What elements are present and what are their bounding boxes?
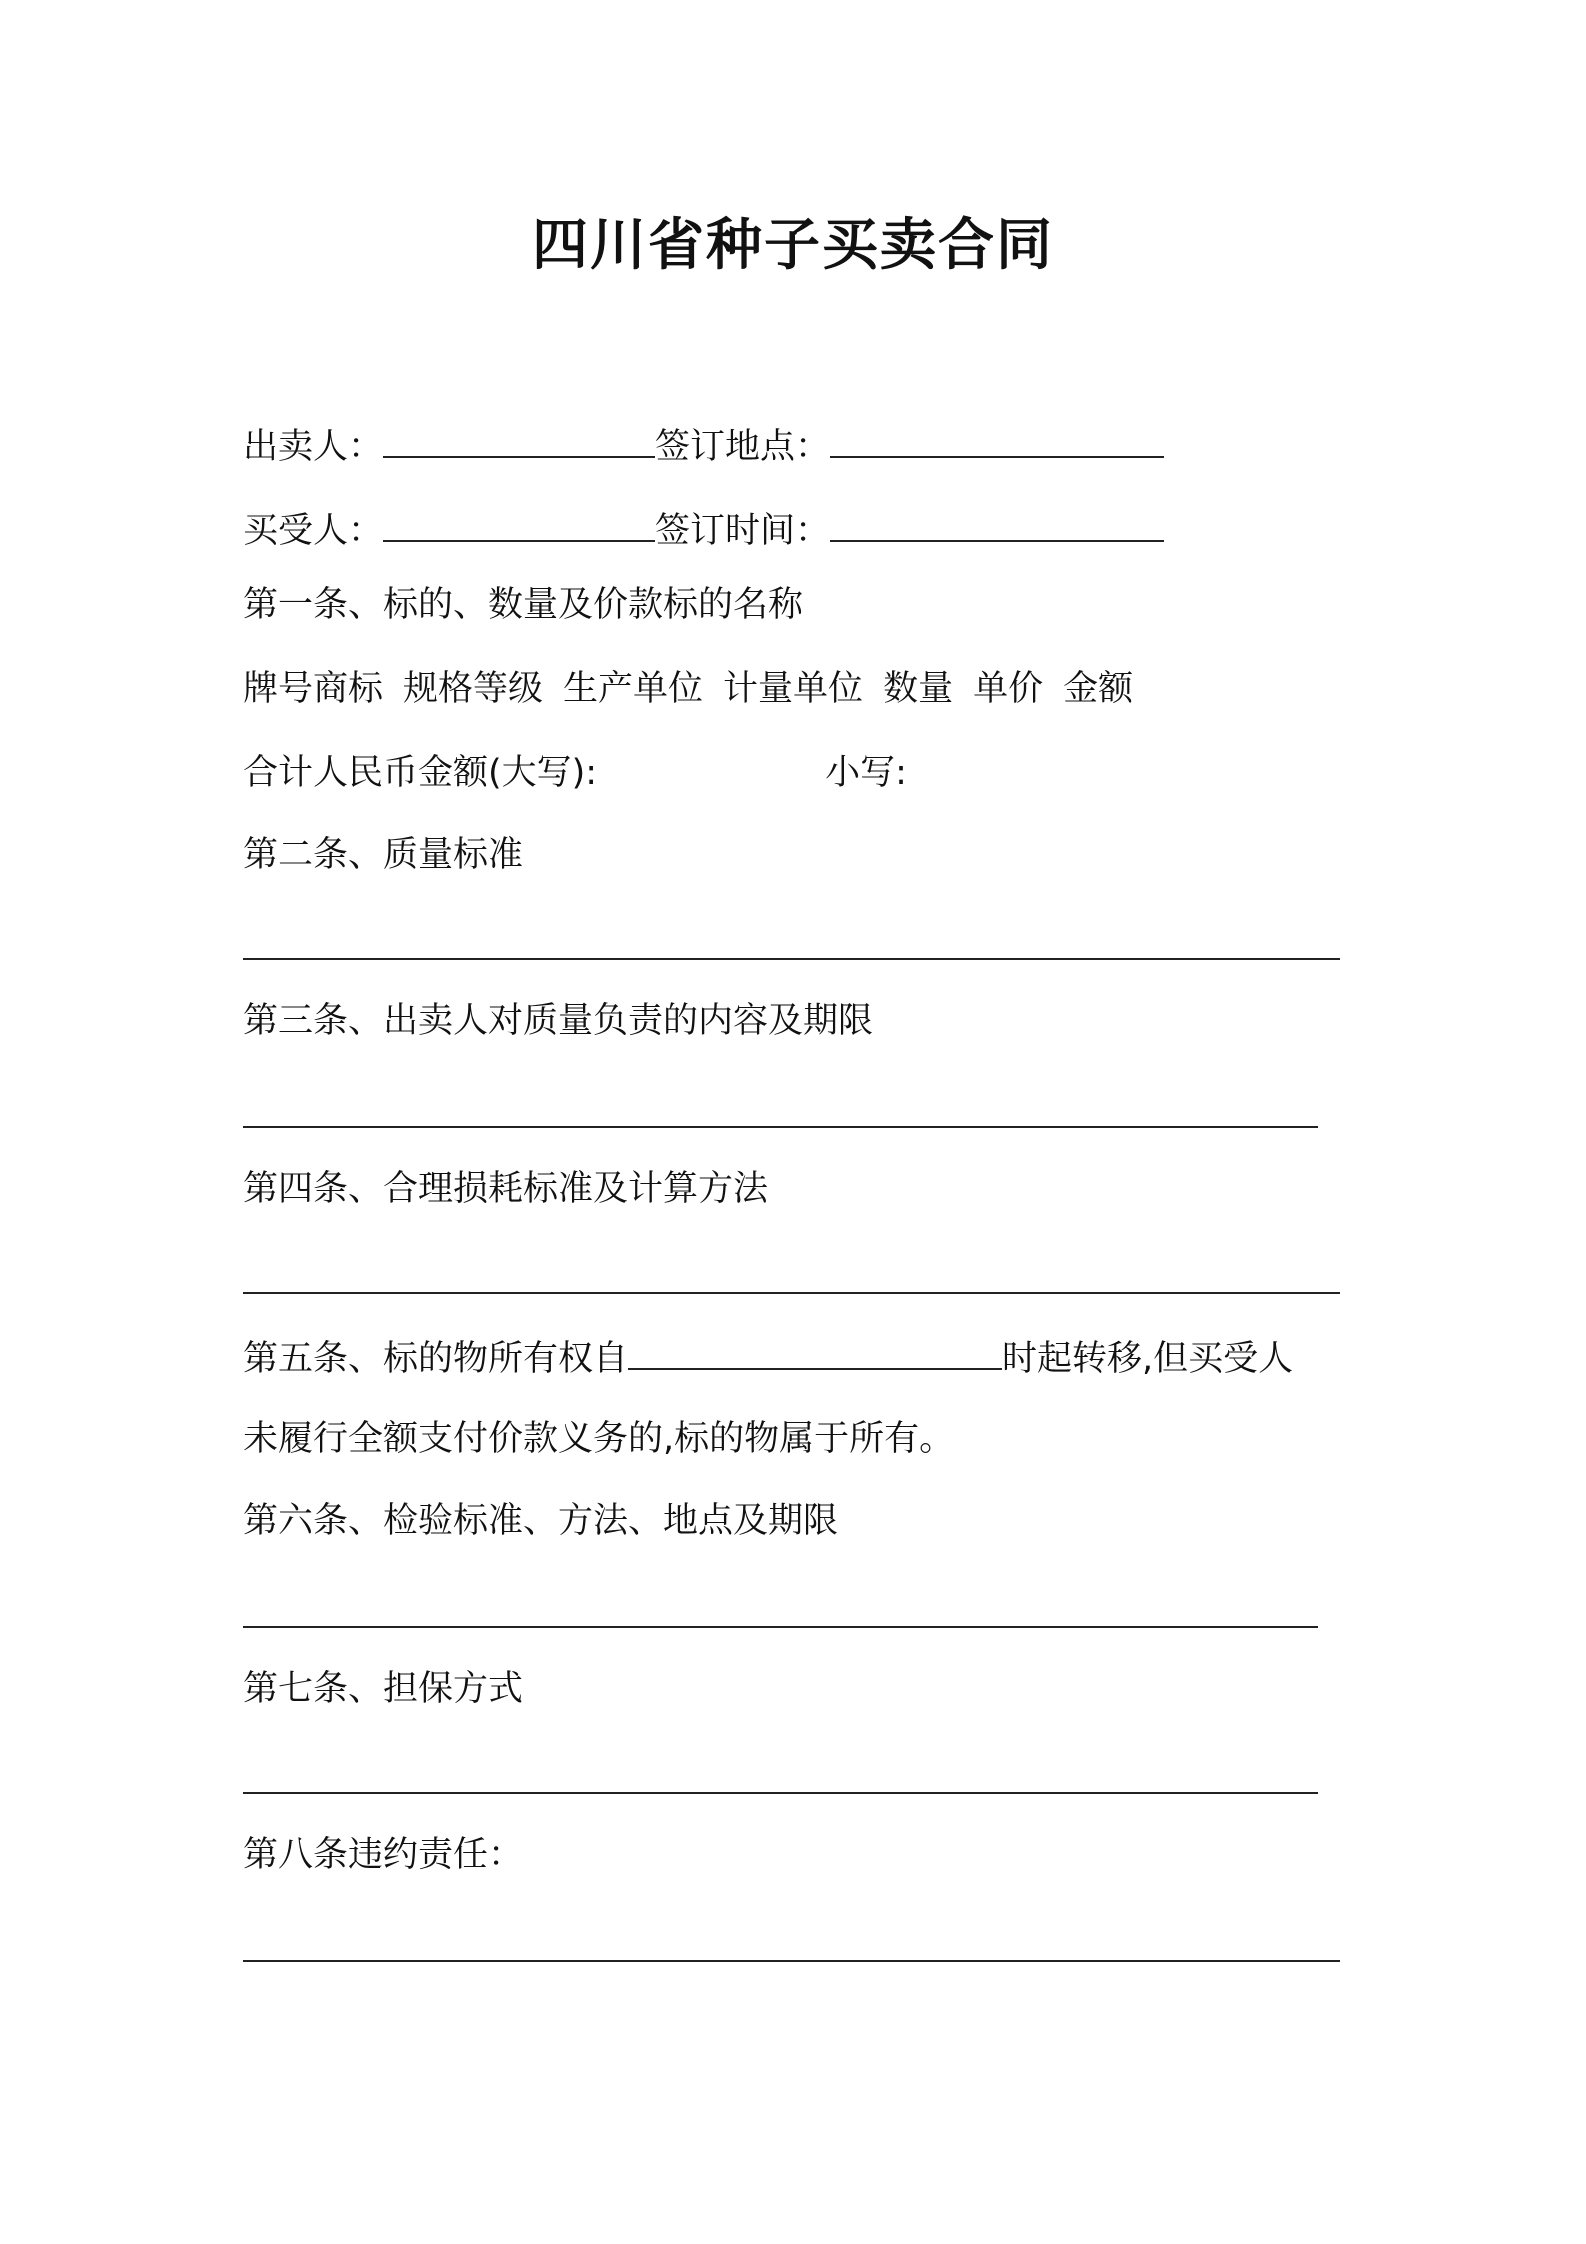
seller-row [243, 418, 1164, 472]
article1-heading: 第一条、标的、数量及价款标的名称 [243, 585, 804, 625]
article8-fill-line[interactable] [243, 1960, 1340, 1962]
article1-columns [243, 664, 1133, 714]
buyer-blank[interactable] [383, 502, 655, 542]
buyer-label: 买受人： [243, 511, 384, 551]
column-producer: 生产单位 [563, 669, 704, 709]
article2-fill-line[interactable] [243, 958, 1340, 960]
column-quantity: 数量 [883, 669, 954, 709]
article3-heading: 第三条、出卖人对质量负责的内容及期限 [243, 1001, 874, 1041]
article3-fill-line[interactable] [243, 1126, 1318, 1128]
article2-heading: 第二条、质量标准 [243, 835, 524, 875]
article5-text-after: 时起转移,但买受人 [1002, 1339, 1294, 1379]
total-lower-label: 小写: [825, 753, 907, 793]
article5-text-before: 第五条、标的物所有权自 [243, 1339, 629, 1379]
document-title: 四川省种子买卖合同 [532, 213, 1054, 278]
column-unit-price: 单价 [973, 669, 1044, 709]
sign-place-label: 签订地点： [655, 427, 831, 467]
total-row [243, 748, 907, 798]
article6-heading: 第六条、检验标准、方法、地点及期限 [243, 1501, 839, 1541]
column-spec: 规格等级 [403, 669, 544, 709]
article4-fill-line[interactable] [243, 1292, 1340, 1294]
sign-time-label: 签订时间： [655, 511, 831, 551]
column-amount: 金额 [1063, 669, 1134, 709]
article5-line1 [243, 1330, 1293, 1384]
total-upper-label: 合计人民币金额(大写): [243, 753, 598, 793]
article4-heading: 第四条、合理损耗标准及计算方法 [243, 1169, 769, 1209]
buyer-row [243, 502, 1164, 556]
article6-fill-line[interactable] [243, 1626, 1318, 1628]
article8-heading: 第八条违约责任： [243, 1835, 524, 1875]
article7-heading: 第七条、担保方式 [243, 1669, 524, 1709]
sign-place-blank[interactable] [830, 418, 1164, 458]
article5-line2: 未履行全额支付价款义务的,标的物属于所有。 [243, 1419, 955, 1459]
seller-blank[interactable] [383, 418, 655, 458]
seller-label: 出卖人： [243, 427, 384, 467]
column-unit: 计量单位 [723, 669, 864, 709]
sign-time-blank[interactable] [830, 502, 1164, 542]
article7-fill-line[interactable] [243, 1792, 1318, 1794]
column-brand: 牌号商标 [243, 669, 384, 709]
article5-blank[interactable] [628, 1330, 1002, 1370]
